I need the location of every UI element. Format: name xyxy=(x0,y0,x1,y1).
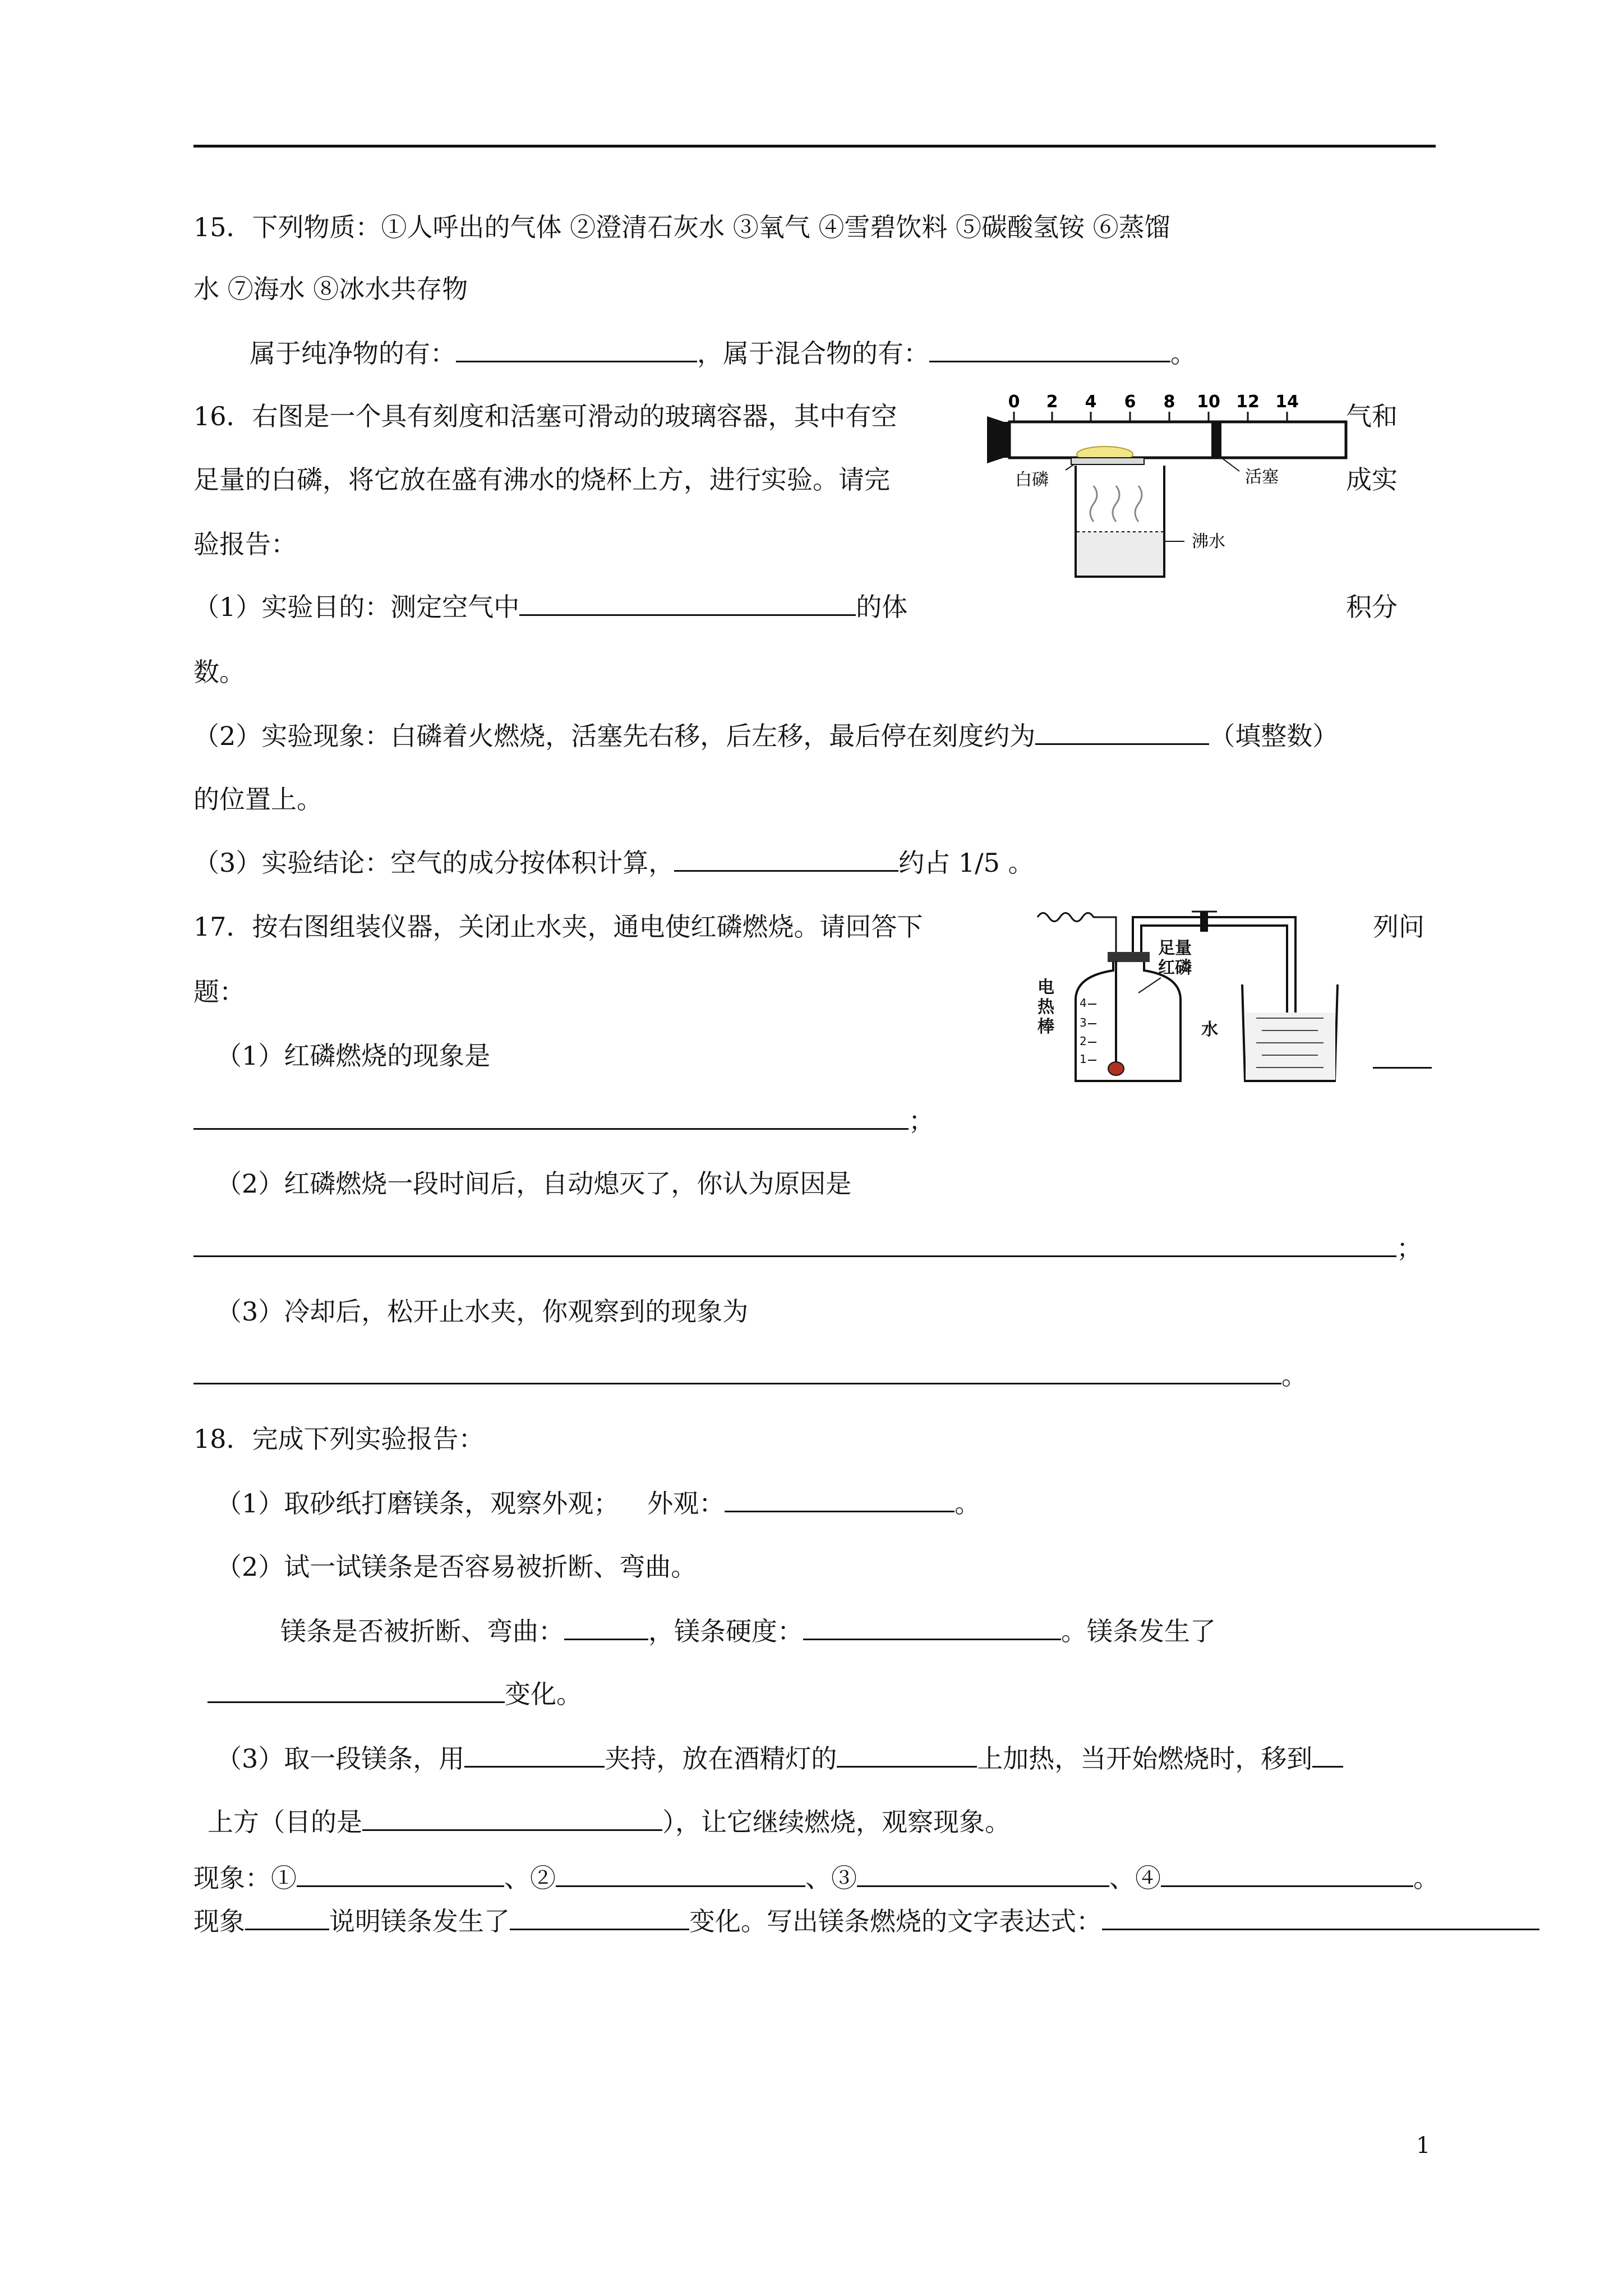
q16-p2 xyxy=(193,719,1338,753)
q17-bottle-mark: 4 xyxy=(1080,996,1087,1010)
q16-figure-glass-container xyxy=(976,387,1357,595)
q18-phenomenon-blank[interactable] xyxy=(245,1905,329,1930)
q18-hardness-blank[interactable] xyxy=(803,1615,1061,1640)
q18-tool-blank[interactable] xyxy=(464,1742,605,1768)
q18-p1-a: （1）取砂纸打磨镁条，观察外观； xyxy=(216,1488,620,1519)
q17-phosphorus-label-2: 红磷 xyxy=(1158,958,1192,978)
q16-glass-tube xyxy=(1009,422,1346,458)
q16-line3: 验报告： xyxy=(193,529,297,559)
q16-boiling-water xyxy=(1077,532,1163,576)
q16-scale-blank[interactable] xyxy=(1035,720,1209,745)
q18-last-b: 说明镁条发生了 xyxy=(329,1906,510,1936)
q17-p1-answer xyxy=(193,1104,934,1138)
q17-p2-end: ； xyxy=(1396,1233,1422,1263)
q18-p2-b: ，镁条硬度： xyxy=(648,1616,803,1646)
q18-p1-b: 外观： xyxy=(647,1488,725,1519)
q16-p3-a: （3）实验结论：空气的成分按体积计算， xyxy=(193,848,675,878)
page-number: 1 xyxy=(1416,2133,1431,2159)
q18-move-to-blank[interactable] xyxy=(1312,1742,1343,1768)
q18-p1 xyxy=(216,1487,980,1520)
q18-obs-end: 。 xyxy=(1413,1863,1439,1893)
q17-rod-label-2: 热 xyxy=(1038,997,1054,1017)
q18-observations xyxy=(193,1861,1439,1895)
q16-p3-b: 约占 1/5 。 xyxy=(898,848,1034,878)
q18-change-type-blank[interactable] xyxy=(208,1678,505,1703)
q18-obs-1-blank[interactable] xyxy=(297,1862,504,1887)
q17-stopper xyxy=(1108,952,1150,962)
q16-p2-b: （填整数） xyxy=(1209,721,1339,751)
q18-p2-a: 镁条是否被折断、弯曲： xyxy=(280,1616,564,1646)
q15-line1: 15．下列物质：①人呼出的气体 ②澄清石灰水 ③氧气 ④雪碧饮料 ⑤碳酸氢铵 ⑥蒸馏 xyxy=(193,212,1170,242)
q18-appearance-blank[interactable] xyxy=(725,1487,955,1512)
q16-conclusion-blank[interactable] xyxy=(674,846,898,872)
q17-line1-right: 列问 xyxy=(1373,912,1424,942)
q17-p3-end: 。 xyxy=(1281,1360,1307,1391)
q17-p1-blank-right[interactable] xyxy=(1373,1067,1432,1069)
q18-obs-3-blank[interactable] xyxy=(857,1862,1109,1887)
q18-obs-a: 现象：① xyxy=(193,1863,297,1893)
q16-scale-label: 2 xyxy=(1046,392,1058,412)
q17-bottle-mark: 3 xyxy=(1080,1016,1087,1029)
q15-line2: 水 ⑦海水 ⑧冰水共存物 xyxy=(193,274,468,304)
q16-line2: 足量的白磷，将它放在盛有沸水的烧杯上方，进行实验。请完 xyxy=(193,464,890,495)
q18-p3-purpose xyxy=(208,1805,1011,1839)
q16-line1: 16．右图是一个具有刻度和活塞可滑动的玻璃容器，其中有空 xyxy=(193,401,897,431)
q18-equation-blank[interactable] xyxy=(1102,1905,1539,1930)
q17-figure-apparatus xyxy=(1032,900,1346,1094)
q17-bottle-mark: 1 xyxy=(1080,1052,1087,1066)
q18-bend-blank[interactable] xyxy=(564,1615,648,1640)
q18-last xyxy=(193,1904,1539,1938)
q18-flame-blank[interactable] xyxy=(837,1742,977,1768)
q17-p1: （1）红磷燃烧的现象是 xyxy=(216,1041,491,1071)
q16-scale-label: 0 xyxy=(1008,392,1020,412)
q16-scale-label: 12 xyxy=(1236,392,1260,412)
q16-gas-blank[interactable] xyxy=(519,591,856,616)
q17-p2-answer xyxy=(193,1231,1422,1265)
q16-boiling-water-label: 沸水 xyxy=(1192,532,1225,551)
q17-p1-end: ； xyxy=(909,1106,934,1136)
q17-rod-label-1: 电 xyxy=(1038,978,1054,997)
q17-rod-label-3: 棒 xyxy=(1038,1017,1054,1037)
q16-scale xyxy=(1008,392,1299,412)
q18-p2-c: 。镁条发生了 xyxy=(1061,1616,1216,1646)
q15-pure-blank[interactable] xyxy=(456,337,697,362)
q16-p1-a: （1）实验目的：测定空气中 xyxy=(193,592,520,622)
q15-answer-line xyxy=(250,337,1196,370)
q17-water xyxy=(1246,1013,1335,1080)
q15-pure-label: 属于纯净物的有： xyxy=(250,338,456,369)
q17-clamp xyxy=(1200,912,1208,932)
q15-end: 。 xyxy=(1170,338,1196,369)
q16-white-p-label: 白磷 xyxy=(1015,470,1049,490)
q16-piston-label: 活塞 xyxy=(1245,467,1279,487)
q18-obs-d: 、④ xyxy=(1109,1863,1161,1893)
q18-obs-c: 、③ xyxy=(805,1863,857,1893)
q18-last-a: 现象 xyxy=(193,1906,245,1936)
q16-p3 xyxy=(193,846,1034,880)
q18-p2: （2）试一试镁条是否容易被折断、弯曲。 xyxy=(216,1552,697,1582)
q17-water-label: 水 xyxy=(1201,1020,1218,1039)
q16-p1-b: 的体 xyxy=(856,592,908,622)
q16-scale-label: 6 xyxy=(1124,392,1136,412)
q17-line2: 题： xyxy=(193,977,245,1007)
q16-scale-label: 14 xyxy=(1275,392,1299,412)
q18-p3 xyxy=(216,1742,1343,1775)
q18-p3-b: 夹持，放在酒精灯的 xyxy=(605,1743,837,1774)
q16-scale-label: 10 xyxy=(1197,392,1220,412)
q18-title: 18．完成下列实验报告： xyxy=(193,1424,485,1454)
q18-obs-4-blank[interactable] xyxy=(1161,1862,1413,1887)
q17-phosphorus-label-1: 足量 xyxy=(1158,938,1192,958)
q17-line1: 17．按右图组装仪器，关闭止水夹，通电使红磷燃烧。请回答下 xyxy=(193,912,923,942)
q17-bottle-mark: 2 xyxy=(1080,1034,1087,1048)
q18-p2-answer xyxy=(280,1614,1216,1648)
q18-p3-d: 上方（目的是 xyxy=(208,1807,362,1837)
q18-p2-change xyxy=(208,1677,582,1711)
q17-p3: （3）冷却后，松开止水夹，你观察到的现象为 xyxy=(216,1296,749,1327)
q16-p1 xyxy=(193,590,907,624)
q18-p3-c: 上加热，当开始燃烧时，移到 xyxy=(977,1743,1313,1774)
q18-obs-2-blank[interactable] xyxy=(556,1862,805,1887)
q17-power-wires xyxy=(1038,913,1116,957)
q18-change-blank[interactable] xyxy=(510,1905,689,1930)
q17-p2: （2）红磷燃烧一段时间后，自动熄灭了，你认为原因是 xyxy=(216,1168,852,1199)
q16-p1-right: 积分 xyxy=(1346,592,1398,622)
q17-p2-blank[interactable] xyxy=(193,1232,1396,1257)
q16-scale-label: 8 xyxy=(1163,392,1175,412)
q16-line1-right: 气和 xyxy=(1346,401,1398,431)
q16-p1-end: 数。 xyxy=(193,657,245,687)
q15-mixture-blank[interactable] xyxy=(929,337,1170,362)
header-rule xyxy=(193,145,1436,148)
q16-line2-right: 成实 xyxy=(1346,464,1398,495)
q18-p3-e: ），让它继续燃烧，观察现象。 xyxy=(662,1807,1011,1837)
q18-last-c: 变化。写出镁条燃烧的文字表达式： xyxy=(689,1906,1102,1936)
q16-p2-a: （2）实验现象：白磷着火燃烧，活塞先右移，后左移，最后停在刻度约为 xyxy=(193,721,1036,751)
q16-scale-label: 4 xyxy=(1085,392,1097,412)
q18-purpose-blank[interactable] xyxy=(362,1806,662,1831)
q18-p1-end: 。 xyxy=(955,1488,981,1519)
q17-p1-blank[interactable] xyxy=(193,1105,909,1130)
q15-mixture-label: ，属于混合物的有： xyxy=(697,338,929,369)
q17-p3-answer xyxy=(193,1359,1307,1392)
q18-p2-d: 变化。 xyxy=(505,1679,582,1709)
q18-p3-a: （3）取一段镁条，用 xyxy=(216,1743,465,1774)
q18-obs-b: 、② xyxy=(504,1863,556,1893)
q16-p2-end: 的位置上。 xyxy=(193,784,322,815)
q17-p3-blank[interactable] xyxy=(193,1359,1281,1384)
q16-piston xyxy=(1211,422,1221,458)
